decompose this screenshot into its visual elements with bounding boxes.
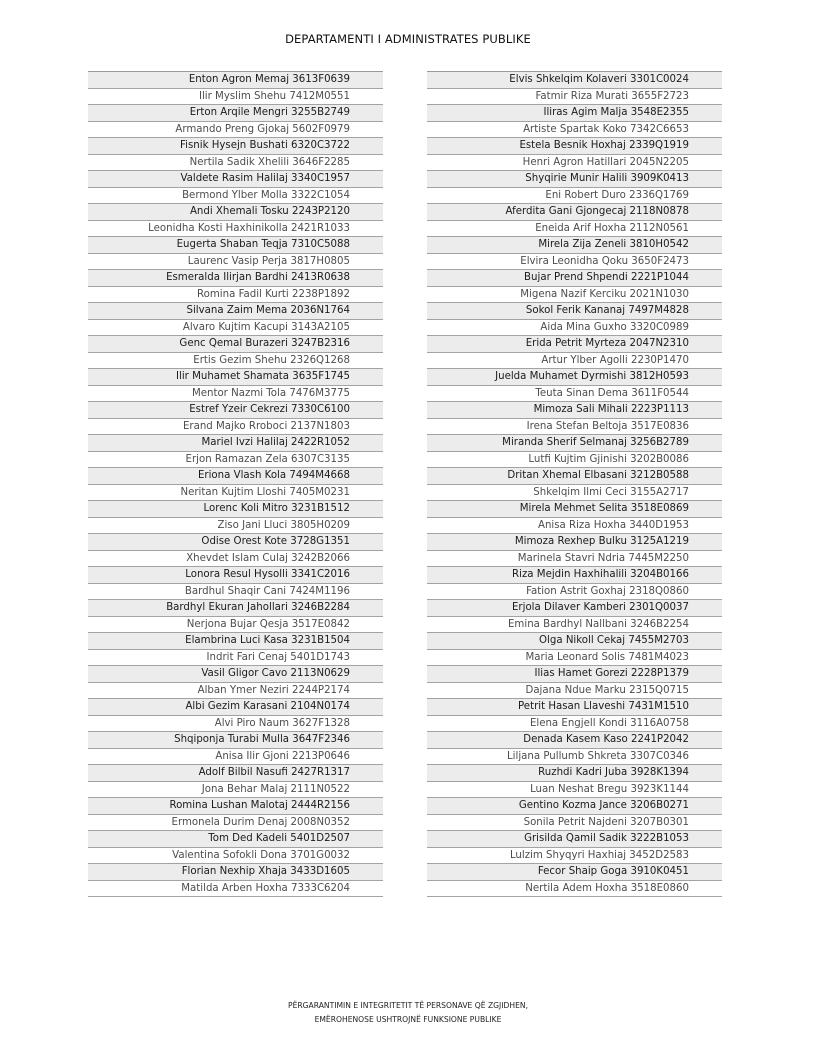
list-item: Ruzhdi Kadri Juba 3928K1394	[427, 765, 722, 782]
list-item: Bujar Prend Shpendi 2221P1044	[427, 270, 722, 287]
list-item: Valentina Sofokli Dona 3701G0032	[88, 848, 383, 865]
list-item: Mirela Mehmet Selita 3518E0869	[427, 501, 722, 518]
list-item: Lorenc Koli Mitro 3231B1512	[88, 501, 383, 518]
list-item: Anisa Riza Hoxha 3440D1953	[427, 518, 722, 535]
list-item: Juelda Muhamet Dyrmishi 3812H0593	[427, 369, 722, 386]
footer-line-2: EMËROHENOSE USHTROJNË FUNKSIONE PUBLIKE	[314, 1015, 502, 1024]
list-item: Olga Nikoll Cekaj 7455M2703	[427, 633, 722, 650]
list-item: Artur Ylber Agolli 2230P1470	[427, 353, 722, 370]
list-item: Aferdita Gani Gjongecaj 2118N0878	[427, 204, 722, 221]
list-item: Shkelqim Ilmi Ceci 3155A2717	[427, 485, 722, 502]
list-item: Matilda Arben Hoxha 7333C6204	[88, 881, 383, 898]
list-item: Alvaro Kujtim Kacupi 3143A2105	[88, 320, 383, 337]
list-item: Mimoza Rexhep Bulku 3125A1219	[427, 534, 722, 551]
page-footer	[0, 999, 816, 1027]
list-item: Nertila Adem Hoxha 3518E0860	[427, 881, 722, 898]
list-item: Fatmir Riza Murati 3655F2723	[427, 89, 722, 106]
list-item: Irena Stefan Beltoja 3517E0836	[427, 419, 722, 436]
footer-line-1: PËRGARANTIMIN E INTEGRITETIT TË PERSONAVE QË ZGJIDHEN,	[288, 1001, 528, 1010]
list-item: Valdete Rasim Halilaj 3340C1957	[88, 171, 383, 188]
list-item: Estref Yzeir Cekrezi 7330C6100	[88, 402, 383, 419]
list-item: Mimoza Sali Mihali 2223P1113	[427, 402, 722, 419]
list-item: Mentor Nazmi Tola 7476M3775	[88, 386, 383, 403]
list-item: Alvi Piro Naum 3627F1328	[88, 716, 383, 733]
list-item: Erida Petrit Myrteza 2047N2310	[427, 336, 722, 353]
list-item: Tom Ded Kadeli 5401D2507	[88, 831, 383, 848]
list-item: Romina Lushan Malotaj 2444R2156	[88, 798, 383, 815]
list-item: Anisa Ilir Gjoni 2213P0646	[88, 749, 383, 766]
list-item: Shyqirie Munir Halili 3909K0413	[427, 171, 722, 188]
list-item: Eugerta Shaban Teqja 7310C5088	[88, 237, 383, 254]
list-item: Erjon Ramazan Zela 6307C3135	[88, 452, 383, 469]
list-item: Aida Mina Guxho 3320C0989	[427, 320, 722, 337]
list-item: Luan Neshat Bregu 3923K1144	[427, 782, 722, 799]
list-item: Albi Gezim Karasani 2104N0174	[88, 699, 383, 716]
list-item: Eriona Vlash Kola 7494M4668	[88, 468, 383, 485]
list-item: Neritan Kujtim Lloshi 7405M0231	[88, 485, 383, 502]
list-item: Lulzim Shyqyri Haxhiaj 3452D2583	[427, 848, 722, 865]
list-item: Bermond Ylber Molla 3322C1054	[88, 188, 383, 205]
list-item: Dajana Ndue Marku 2315Q0715	[427, 683, 722, 700]
list-item: Nertila Sadik Xhelili 3646F2285	[88, 155, 383, 172]
list-item: Ziso Jani Lluci 3805H0209	[88, 518, 383, 535]
list-item: Armando Preng Gjokaj 5602F0979	[88, 122, 383, 139]
list-item: Enton Agron Memaj 3613F0639	[88, 72, 383, 89]
list-item: Eni Robert Duro 2336Q1769	[427, 188, 722, 205]
list-item: Lutfi Kujtim Gjinishi 3202B0086	[427, 452, 722, 469]
list-item: Florian Nexhip Xhaja 3433D1605	[88, 864, 383, 881]
list-item: Andi Xhemali Tosku 2243P2120	[88, 204, 383, 221]
list-item: Mirela Zija Zeneli 3810H0542	[427, 237, 722, 254]
left-name-list	[88, 71, 383, 897]
list-item: Odise Orest Kote 3728G1351	[88, 534, 383, 551]
list-item: Esmeralda Ilirjan Bardhi 2413R0638	[88, 270, 383, 287]
list-item: Adolf Bilbil Nasufi 2427R1317	[88, 765, 383, 782]
list-item: Laurenc Vasip Perja 3817H0805	[88, 254, 383, 271]
list-item: Silvana Zaim Mema 2036N1764	[88, 303, 383, 320]
right-name-list	[427, 71, 722, 897]
list-item: Estela Besnik Hoxhaj 2339Q1919	[427, 138, 722, 155]
list-item: Fation Astrit Goxhaj 2318Q0860	[427, 584, 722, 601]
list-item: Genc Qemal Burazeri 3247B2316	[88, 336, 383, 353]
list-item: Ilias Hamet Gorezi 2228P1379	[427, 666, 722, 683]
list-item: Elvira Leonidha Qoku 3650F2473	[427, 254, 722, 271]
list-item: Petrit Hasan Llaveshi 7431M1510	[427, 699, 722, 716]
list-item: Artiste Spartak Koko 7342C6653	[427, 122, 722, 139]
list-item: Dritan Xhemal Elbasani 3212B0588	[427, 468, 722, 485]
list-item: Alban Ymer Neziri 2244P2174	[88, 683, 383, 700]
list-item: Ertis Gezim Shehu 2326Q1268	[88, 353, 383, 370]
list-item: Henri Agron Hatillari 2045N2205	[427, 155, 722, 172]
list-item: Bardhul Shaqir Cani 7424M1196	[88, 584, 383, 601]
list-item: Gentino Kozma Jance 3206B0271	[427, 798, 722, 815]
list-item: Erand Majko Rroboci 2137N1803	[88, 419, 383, 436]
list-item: Miranda Sherif Selmanaj 3256B2789	[427, 435, 722, 452]
list-item: Elena Engjell Kondi 3116A0758	[427, 716, 722, 733]
list-item: Mariel Ivzi Halilaj 2422R1052	[88, 435, 383, 452]
list-item: Eneida Arif Hoxha 2112N0561	[427, 221, 722, 238]
list-item: Bardhyl Ekuran Jahollari 3246B2284	[88, 600, 383, 617]
list-item: Elvis Shkelqim Kolaveri 3301C0024	[427, 72, 722, 89]
list-item: Denada Kasem Kaso 2241P2042	[427, 732, 722, 749]
page-title: DEPARTAMENTI I ADMINISTRATES PUBLIKE	[285, 32, 531, 46]
list-item: Romina Fadil Kurti 2238P1892	[88, 287, 383, 304]
list-item: Maria Leonard Solis 7481M4023	[427, 650, 722, 667]
list-item: Xhevdet Islam Culaj 3242B2066	[88, 551, 383, 568]
list-item: Emina Bardhyl Nallbani 3246B2254	[427, 617, 722, 634]
list-item: Fecor Shaip Goga 3910K0451	[427, 864, 722, 881]
list-item: Teuta Sinan Dema 3611F0544	[427, 386, 722, 403]
list-item: Shqiponja Turabi Mulla 3647F2346	[88, 732, 383, 749]
list-item: Nerjona Bujar Qesja 3517E0842	[88, 617, 383, 634]
list-item: Erjola Dilaver Kamberi 2301Q0037	[427, 600, 722, 617]
list-item: Sonila Petrit Najdeni 3207B0301	[427, 815, 722, 832]
list-item: Riza Mejdin Haxhihalili 3204B0166	[427, 567, 722, 584]
list-item: Lonora Resul Hysolli 3341C2016	[88, 567, 383, 584]
list-item: Liljana Pullumb Shkreta 3307C0346	[427, 749, 722, 766]
list-item: Ilir Myslim Shehu 7412M0551	[88, 89, 383, 106]
list-item: Erton Arqile Mengri 3255B2749	[88, 105, 383, 122]
list-item: Indrit Fari Cenaj 5401D1743	[88, 650, 383, 667]
list-item: Grisilda Qamil Sadik 3222B1053	[427, 831, 722, 848]
list-item: Ilir Muhamet Shamata 3635F1745	[88, 369, 383, 386]
list-item: Elambrina Luci Kasa 3231B1504	[88, 633, 383, 650]
list-item: Marinela Stavri Ndria 7445M2250	[427, 551, 722, 568]
list-item: Sokol Ferik Kananaj 7497M4828	[427, 303, 722, 320]
list-item: Vasil Gligor Cavo 2113N0629	[88, 666, 383, 683]
list-item: Fisnik Hysejn Bushati 6320C3722	[88, 138, 383, 155]
list-item: Migena Nazif Kerciku 2021N1030	[427, 287, 722, 304]
list-item: Jona Behar Malaj 2111N0522	[88, 782, 383, 799]
list-item: Leonidha Kosti Haxhinikolla 2421R1033	[88, 221, 383, 238]
list-item: Iliras Agim Malja 3548E2355	[427, 105, 722, 122]
list-item: Ermonela Durim Denaj 2008N0352	[88, 815, 383, 832]
